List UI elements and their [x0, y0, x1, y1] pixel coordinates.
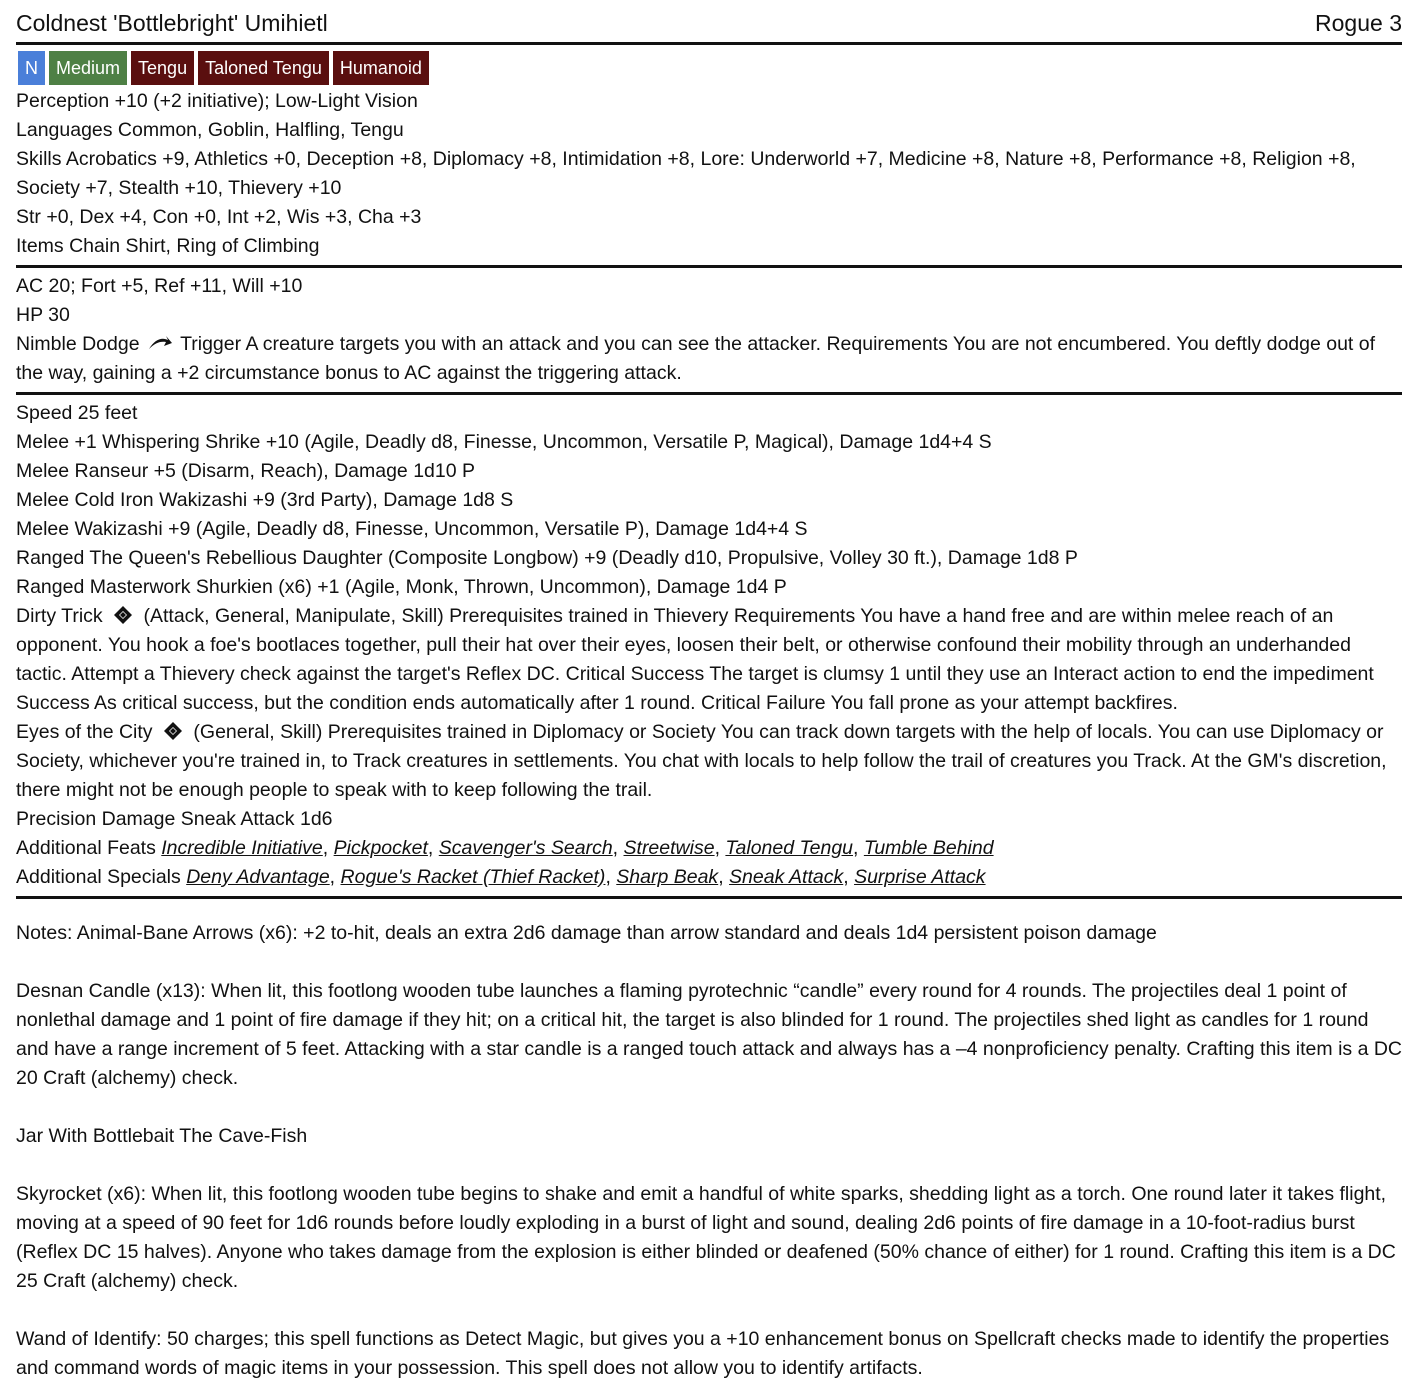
ability-name: Eyes of the City: [16, 721, 153, 743]
languages-line: Languages Common, Goblin, Halfling, Tengu: [16, 119, 404, 141]
entry-link[interactable]: Surprise Attack: [854, 866, 986, 888]
entry-link[interactable]: Tumble Behind: [863, 837, 994, 859]
defense-section: [16, 272, 1402, 395]
entry-link[interactable]: Deny Advantage: [186, 866, 330, 888]
trait-badge: Tengu: [131, 51, 194, 85]
trait-list: [16, 51, 1402, 85]
precision-damage-line: Precision Damage Sneak Attack 1d6: [16, 808, 333, 830]
attack-list: [16, 428, 1402, 602]
ability-eyes-of-the-city: [16, 718, 1402, 805]
trait-badge: Taloned Tengu: [198, 51, 329, 85]
ability-dirty-trick: [16, 602, 1402, 718]
ability-text: (General, Skill) Prerequisites trained in Diplomacy or Society You can track down targets with the help of locals. You can use Diplomacy or Society, whichever you're trained in, to Track creatures in settlements. You chat with locals to help follow the trail of creatures you Track. At the GM's discretion, there might not be enough people to speak with to keep following the trail.: [16, 721, 1387, 801]
attack-line: Melee Cold Iron Wakizashi +9 (3rd Party), Damage 1d8 S: [16, 489, 514, 511]
attack-line: Melee Wakizashi +9 (Agile, Deadly d8, Finesse, Uncommon, Versatile P), Damage 1d4+4 S: [16, 518, 808, 540]
attack-line: Ranged The Queen's Rebellious Daughter (Composite Longbow) +9 (Deadly d10, Propulsive, Volley 30 ft.), Damage 1d8 P: [16, 547, 1078, 569]
specials-label: Additional Specials: [16, 866, 181, 888]
feats-label: Additional Feats: [16, 837, 156, 859]
entry-link[interactable]: Streetwise: [623, 837, 715, 859]
single-action-icon: [110, 605, 136, 625]
note-paragraph: Desnan Candle (x13): When lit, this footlong wooden tube launches a flaming pyrotechnic “candle” every round for 4 rounds. The projectiles deal 1 point of nonlethal damage and 1 point of fire damage if they hit; on a critical hit, the target is also blinded for 1 round. The projectiles shed light as candles for 1 round and have a range increment of 5 feet. Attacking with a star candle is a ranged touch attack and always has a –4 nonproficiency penalty. Crafting this item is a DC 20 Craft (alchemy) check.: [16, 980, 1402, 1089]
entry-link[interactable]: Sneak Attack: [729, 866, 844, 888]
perception-line: Perception +10 (+2 initiative); Low-Light Vision: [16, 90, 418, 112]
notes-section: [16, 903, 1402, 1383]
offense-section: [16, 399, 1402, 899]
reaction-icon: [147, 333, 173, 353]
feat-links: Incredible Initiative, Pickpocket, Scavenger's Search, Streetwise, Taloned Tengu, Tumble Behind: [161, 837, 994, 859]
reaction-name: Nimble Dodge: [16, 333, 140, 355]
attack-line: Ranged Masterwork Shurkien (x6) +1 (Agile, Monk, Thrown, Uncommon), Damage 1d4 P: [16, 576, 787, 598]
reaction-nimble-dodge: [16, 330, 1402, 388]
note-paragraph: Jar With Bottlebait The Cave-Fish: [16, 1125, 308, 1147]
note-paragraph: Notes: Animal-Bane Arrows (x6): +2 to-hit, deals an extra 2d6 damage than arrow standard and deals 1d4 persistent poison damage: [16, 922, 1157, 944]
skills-line: Skills Acrobatics +9, Athletics +0, Deception +8, Diplomacy +8, Intimidation +8, Lore: Underworld +7, Medicine +8, Nature +8, Performance +8, Religion +8, Society +7, Stealth +10, Thievery +10: [16, 148, 1356, 199]
speed-line: Speed 25 feet: [16, 402, 138, 424]
attack-line: Melee Ranseur +5 (Disarm, Reach), Damage 1d10 P: [16, 460, 476, 482]
entry-link[interactable]: Rogue's Racket (Thief Racket): [340, 866, 606, 888]
attributes-line: Str +0, Dex +4, Con +0, Int +2, Wis +3, Cha +3: [16, 206, 422, 228]
ac-saves-line: AC 20; Fort +5, Ref +11, Will +10: [16, 275, 303, 297]
special-links: Deny Advantage, Rogue's Racket (Thief Racket), Sharp Beak, Sneak Attack, Surprise Attack: [186, 866, 986, 888]
attack-line: Melee +1 Whispering Shrike +10 (Agile, Deadly d8, Finesse, Uncommon, Versatile P, Magical), Damage 1d4+4 S: [16, 431, 992, 453]
class-level: Rogue 3: [1315, 10, 1402, 36]
hp-line: HP 30: [16, 304, 70, 326]
stat-block-header: [16, 6, 1402, 45]
ability-name: Dirty Trick: [16, 605, 103, 627]
entry-link[interactable]: Sharp Beak: [616, 866, 719, 888]
additional-specials-line: [16, 863, 1402, 892]
note-paragraph: Skyrocket (x6): When lit, this footlong wooden tube begins to shake and emit a handful of white sparks, shedding light as a torch. One round later it takes flight, moving at a speed of 90 feet for 1d6 rounds before loudly exploding in a burst of light and sound, dealing 2d6 points of fire damage in a 10-foot-radius burst (Reflex DC 15 halves). Anyone who takes damage from the explosion is either blinded or deafened (50% chance of either) for 1 round. Crafting this item is a DC 25 Craft (alchemy) check.: [16, 1183, 1396, 1292]
ability-text: (Attack, General, Manipulate, Skill) Prerequisites trained in Thievery Requirements You have a hand free and are within melee reach of an opponent. You hook a foe's bootlaces together, pull their hat over their eyes, loosen their belt, or otherwise confound their mobility through an underhanded tactic. Attempt a Thievery check against the target's Reflex DC. Critical Success The target is clumsy 1 until they use an Interact action to end the impediment Success As critical success, but the condition ends automatically after 1 round. Critical Failure You fall prone as your attempt backfires.: [16, 605, 1374, 714]
items-line: Items Chain Shirt, Ring of Climbing: [16, 235, 320, 257]
character-name: Coldnest 'Bottlebright' Umihietl: [16, 10, 328, 36]
note-paragraph: Wand of Identify: 50 charges; this spell functions as Detect Magic, but gives you a +10 enhancement bonus on Spellcraft checks made to identify the properties and command words of magic items in your possession. This spell does not allow you to identify artifacts.: [16, 1328, 1390, 1379]
stats-section: [16, 87, 1402, 268]
reaction-text: Trigger A creature targets you with an attack and you can see the attacker. Requirements You are not encumbered. You deftly dodge out of the way, gaining a +2 circumstance bonus to AC against the triggering attack.: [16, 333, 1376, 384]
trait-badge: Medium: [49, 51, 127, 85]
entry-link[interactable]: Incredible Initiative: [161, 837, 323, 859]
single-action-icon: [160, 721, 186, 741]
additional-feats-line: [16, 834, 1402, 863]
entry-link[interactable]: Taloned Tengu: [725, 837, 854, 859]
trait-badge: N: [18, 51, 45, 85]
entry-link[interactable]: Scavenger's Search: [438, 837, 613, 859]
trait-badge: Humanoid: [333, 51, 429, 85]
entry-link[interactable]: Pickpocket: [333, 837, 428, 859]
